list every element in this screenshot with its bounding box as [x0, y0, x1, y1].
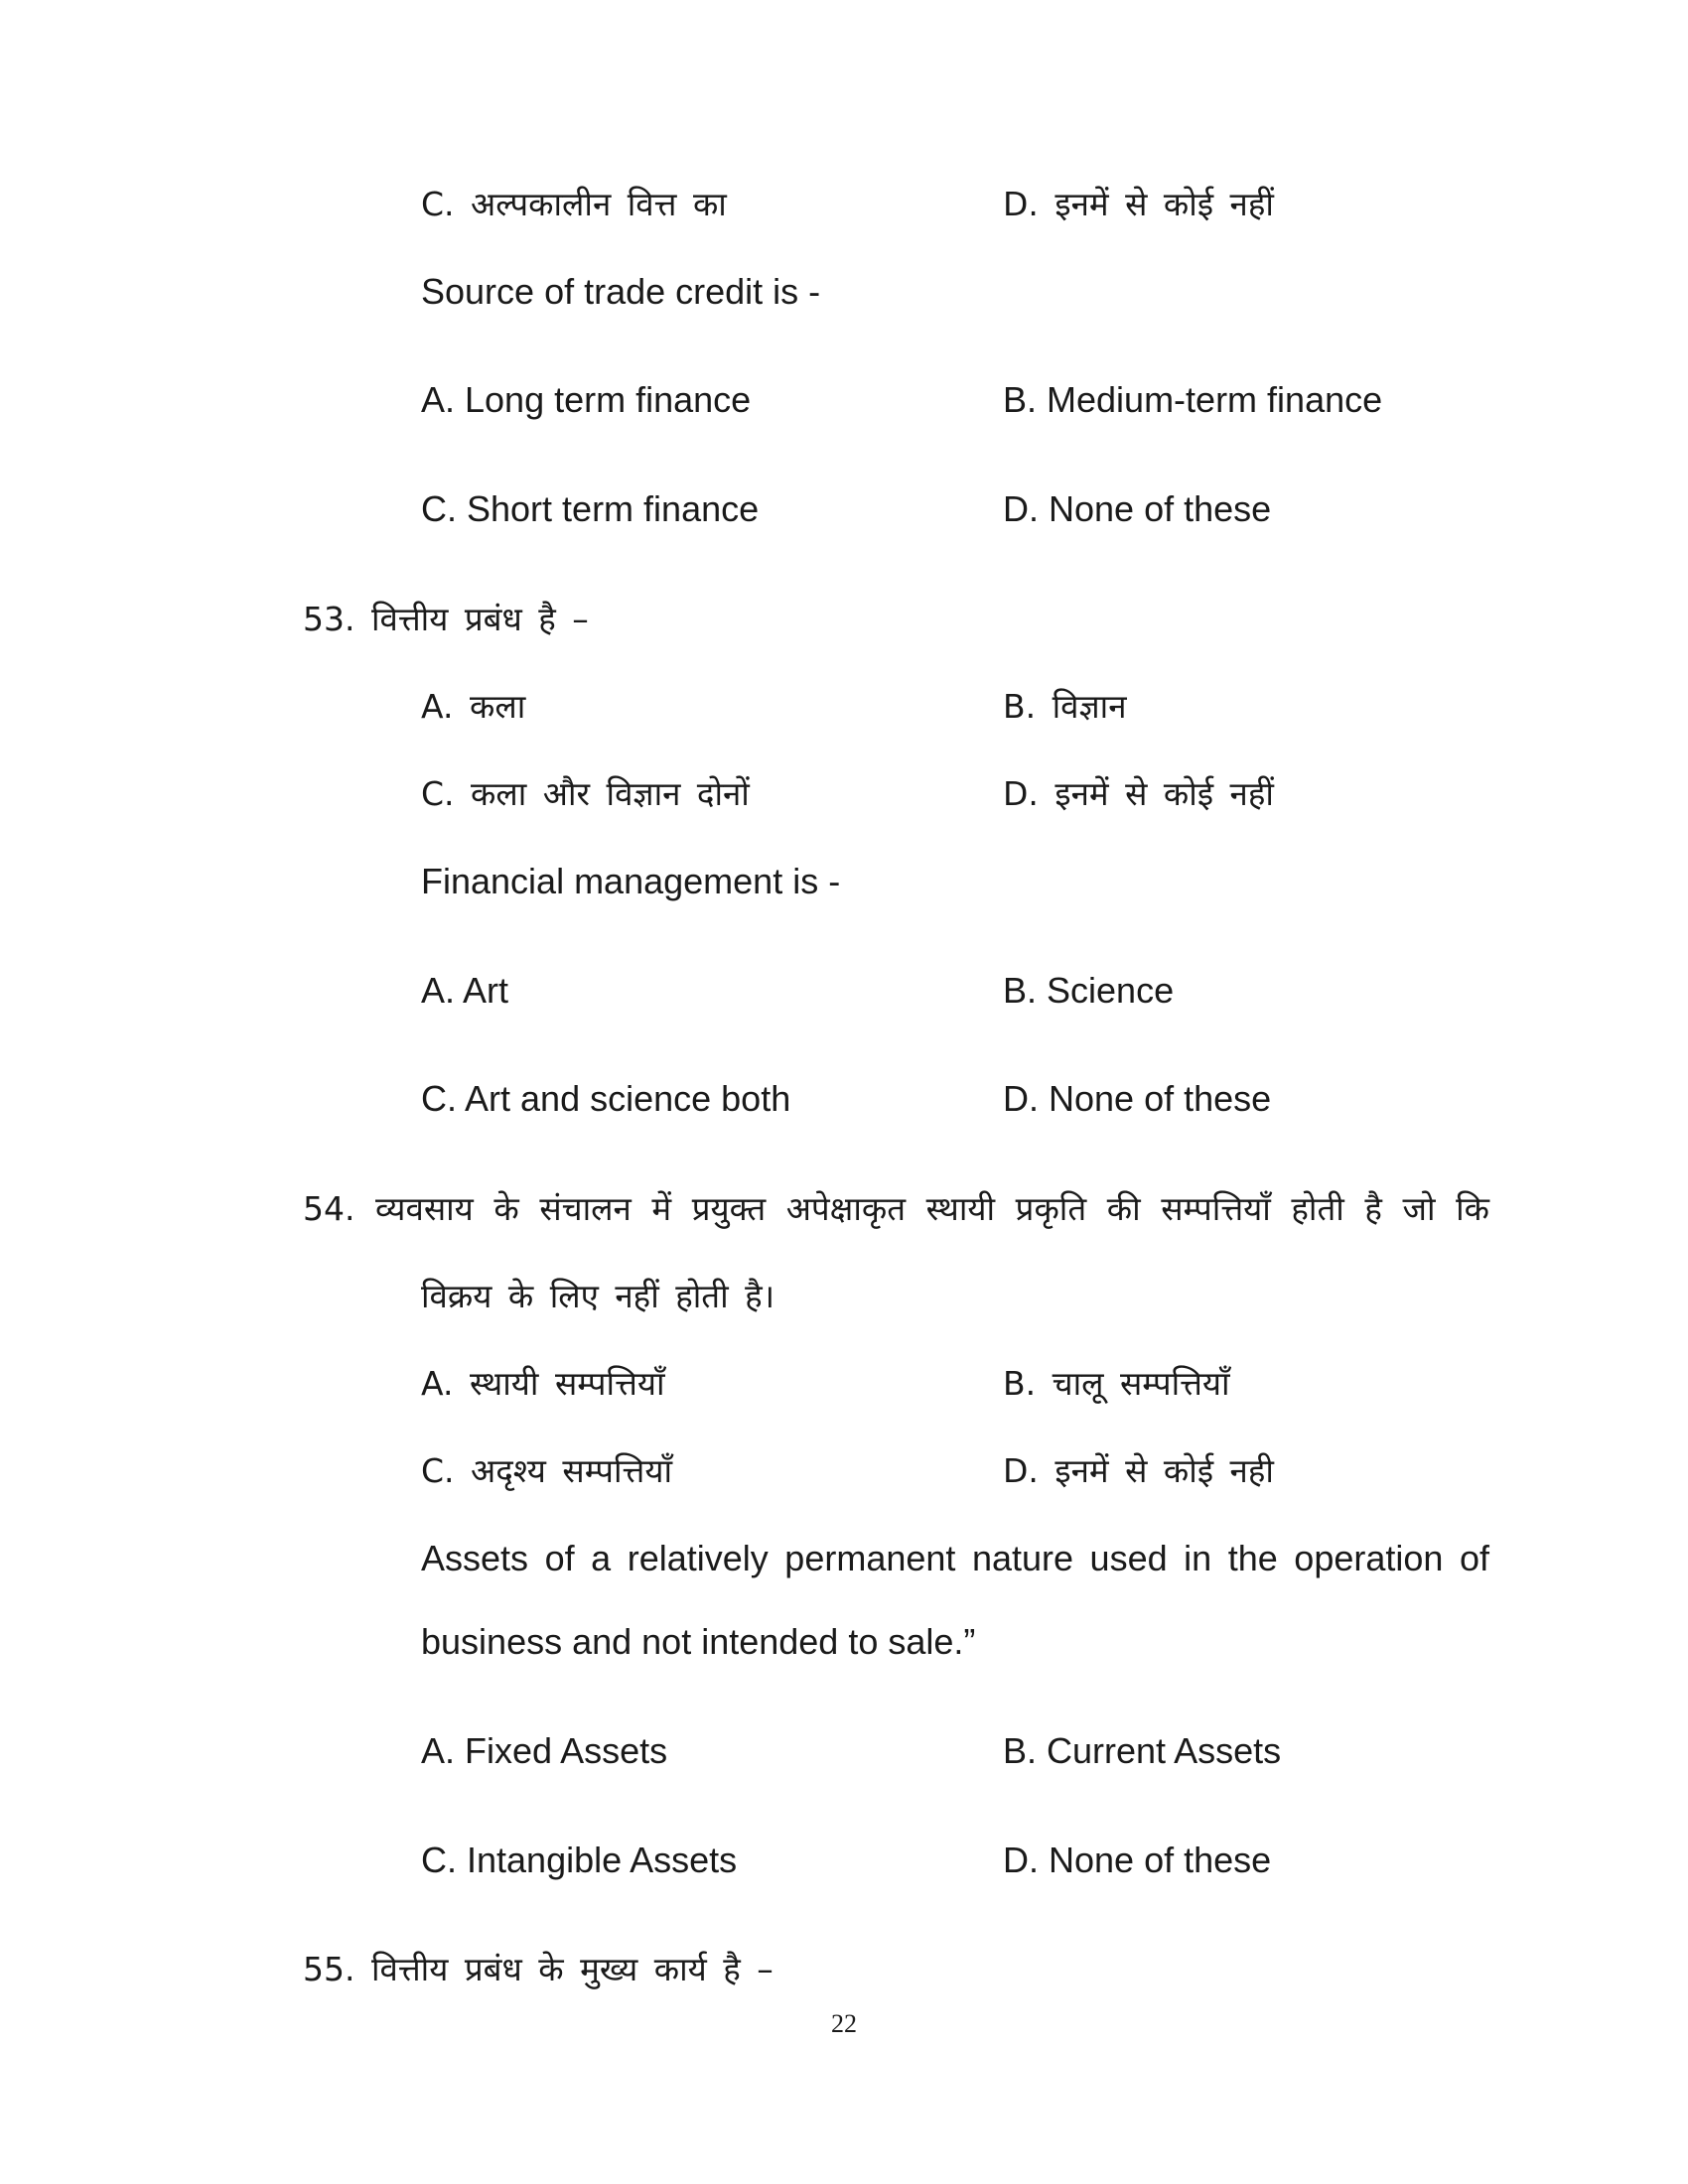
q53-english-option-a: A. Art: [421, 970, 509, 1011]
q54-hindi-option-b: B. चालू सम्पत्तियाँ: [1003, 1364, 1230, 1403]
q52-english-question: Source of trade credit is -: [421, 271, 821, 312]
q54-hindi-option-a: A. स्थायी सम्पत्तियाँ: [421, 1364, 665, 1403]
q54-hindi-question-line1: 54. व्यवसाय के संचालन में प्रयुक्त अपेक्षाकृत स्थायी प्रकृति की सम्पत्तियाँ होती है जो कि: [303, 1189, 1489, 1228]
q54-english-question-line2: business and not intended to sale.”: [421, 1621, 976, 1662]
q53-hindi-option-d: D. इनमें से कोई नहीं: [1003, 774, 1274, 813]
q54-hindi-question-line2: विक्रय के लिए नहीं होती है।: [421, 1277, 775, 1315]
q53-english-option-c: C. Art and science both: [421, 1078, 791, 1119]
q52-english-option-b: B. Medium-term finance: [1003, 379, 1383, 420]
q52-hindi-option-c: C. अल्पकालीन वित्त का: [421, 185, 727, 223]
q54-hindi-option-c: C. अदृश्य सम्पत्तियाँ: [421, 1451, 673, 1490]
q53-hindi-option-c: C. कला और विज्ञान दोनों: [421, 774, 750, 813]
q55-hindi-question: 55. वित्तीय प्रबंध के मुख्य कार्य है –: [303, 1950, 774, 1988]
q53-hindi-option-a: A. कला: [421, 687, 526, 726]
q54-english-option-c: C. Intangible Assets: [421, 1840, 738, 1880]
q54-english-option-d: D. None of these: [1003, 1840, 1272, 1880]
q52-english-option-d: D. None of these: [1003, 488, 1272, 529]
q52-english-option-c: C. Short term finance: [421, 488, 760, 529]
q53-english-option-d: D. None of these: [1003, 1078, 1272, 1119]
page-number: 22: [831, 2009, 857, 2038]
q53-english-option-b: B. Science: [1003, 970, 1175, 1011]
q54-hindi-option-d: D. इनमें से कोई नही: [1003, 1451, 1274, 1490]
q52-hindi-option-d: D. इनमें से कोई नहीं: [1003, 185, 1274, 223]
q53-english-question: Financial management is -: [421, 861, 841, 901]
q54-english-option-a: A. Fixed Assets: [421, 1730, 668, 1771]
q52-english-option-a: A. Long term finance: [421, 379, 752, 420]
q54-english-question-line1: Assets of a relatively permanent nature used in the operation of: [421, 1538, 1489, 1578]
q53-hindi-question: 53. वित्तीय प्रबंध है –: [303, 600, 589, 638]
q53-hindi-option-b: B. विज्ञान: [1003, 687, 1127, 726]
q54-english-option-b: B. Current Assets: [1003, 1730, 1282, 1771]
